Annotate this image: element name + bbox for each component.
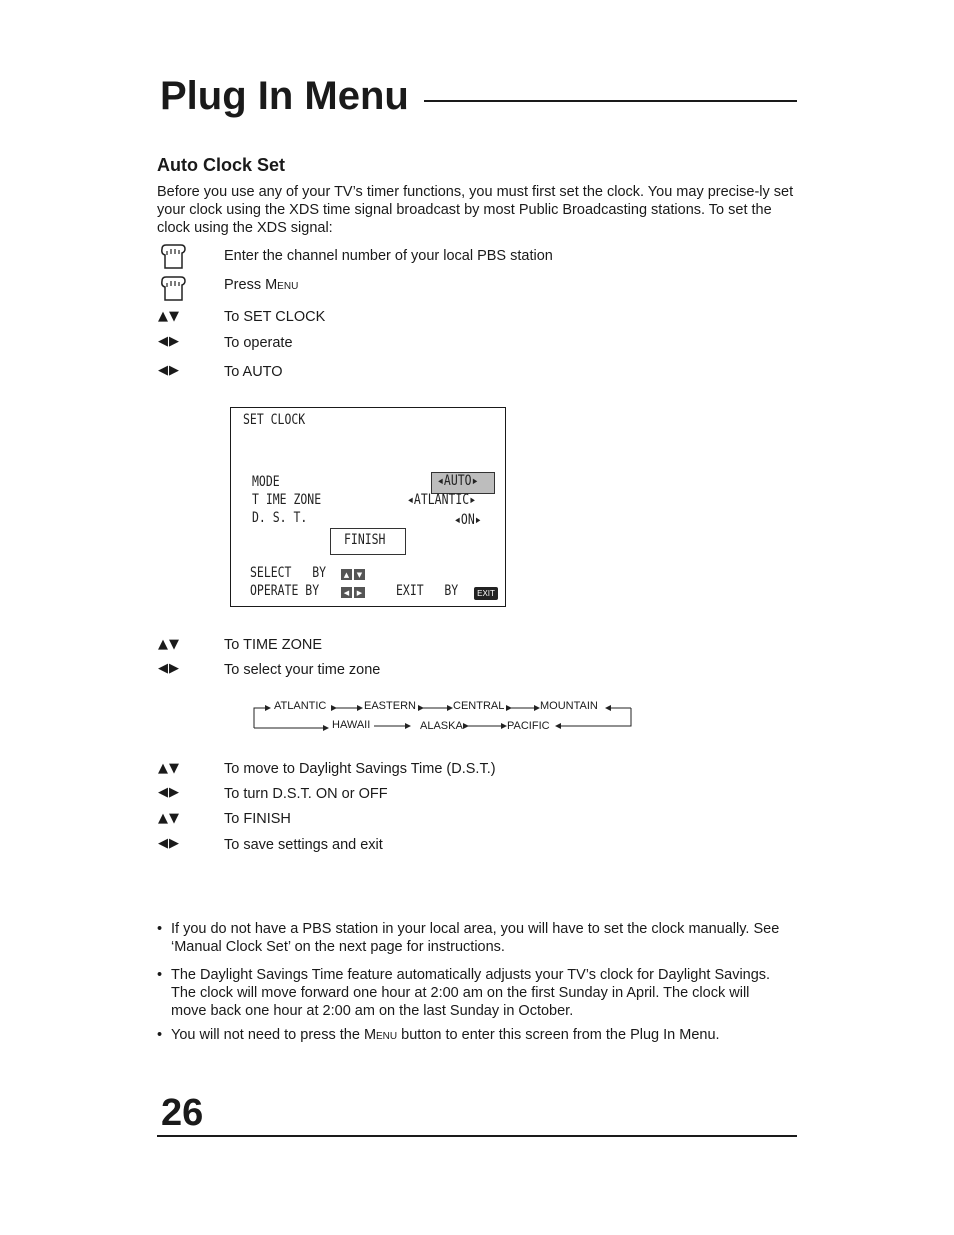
left-key-icon: ◀ xyxy=(341,587,352,598)
note-text: If you do not have a PBS station in your local area, you will have to set the clock manually. See ‘Manual Clock Set’ on the next page for instructions. xyxy=(171,921,780,955)
bullet: • xyxy=(157,921,163,937)
left-right-arrows-icon: ◀▶ xyxy=(158,363,180,378)
osd-exit-label: EXIT BY xyxy=(396,583,459,599)
osd-title: SET CLOCK xyxy=(243,412,306,428)
right-key-icon: ▶ xyxy=(354,587,365,598)
osd-operate-label: OPERATE BY xyxy=(250,583,320,599)
step-text: To turn D.S.T. ON or OFF xyxy=(224,786,388,802)
notes-list xyxy=(157,920,787,1050)
section-title: Auto Clock Set xyxy=(157,155,286,175)
step-text xyxy=(224,276,298,294)
menu-key-label: Menu xyxy=(265,277,299,293)
timezone-label: CENTRAL xyxy=(453,700,505,712)
osd-finish-label: FINISH xyxy=(344,532,386,548)
down-key-icon: ▼ xyxy=(354,569,365,580)
osd-mode-value: ◂AUTO▸ xyxy=(437,473,479,489)
exit-key-icon: EXIT xyxy=(474,587,498,600)
step-text: To move to Daylight Savings Time (D.S.T.) xyxy=(224,761,496,777)
step-text: Enter the channel number of your local PBS station xyxy=(224,248,553,264)
osd-mode-value-text: AUTO xyxy=(443,473,472,489)
intro-paragraph: Before you use any of your TV’s timer functions, you must first set the clock. You may precise-ly set your clock using the XDS time signal broadcast by most Public Broadcasting stations. To set the clock using the XDS signal: xyxy=(157,184,794,236)
step-text: To FINISH xyxy=(224,811,291,827)
up-down-arrows-icon: ▲▼ xyxy=(158,811,180,826)
up-down-arrows-icon: ▲▼ xyxy=(158,637,180,652)
timezone-label: ALASKA xyxy=(420,720,463,732)
osd-timezone-value: ◂ATLANTIC▸ xyxy=(407,492,477,508)
page-number: 26 xyxy=(161,1092,204,1134)
up-down-arrows-icon: ▲▼ xyxy=(158,761,180,776)
timezone-label: PACIFIC xyxy=(507,720,550,732)
page-title: Plug In Menu xyxy=(160,74,409,118)
step-text-prefix: Press xyxy=(224,277,266,293)
step-text: To SET CLOCK xyxy=(224,309,326,325)
menu-key-label: Menu xyxy=(363,1027,398,1043)
set-clock-screen xyxy=(230,407,506,607)
osd-timezone-label: T IME ZONE xyxy=(252,492,322,508)
left-right-arrows-icon: ◀▶ xyxy=(158,661,180,676)
step-text: To TIME ZONE xyxy=(224,637,323,653)
note-item xyxy=(157,920,787,956)
bullet: • xyxy=(157,967,163,983)
step-text: To save settings and exit xyxy=(224,837,383,853)
left-right-arrows-icon: ◀▶ xyxy=(158,785,180,800)
title-rule xyxy=(424,100,797,102)
note-item xyxy=(157,1026,787,1044)
osd-dst-value: ◂ON▸ xyxy=(454,512,482,528)
step-text: To operate xyxy=(224,335,293,351)
bullet: • xyxy=(157,1027,163,1043)
note-text-prefix: You will not need to press the xyxy=(171,1027,364,1043)
step-text: To select your time zone xyxy=(224,662,381,678)
timezone-label: MOUNTAIN xyxy=(540,700,598,712)
left-right-arrows-icon: ◀▶ xyxy=(158,334,180,349)
hand-press-icon xyxy=(157,243,187,271)
up-key-icon: ▲ xyxy=(341,569,352,580)
osd-timezone-value-text: ATLANTIC xyxy=(413,492,470,508)
timezone-label: EASTERN xyxy=(364,700,416,712)
hand-press-icon xyxy=(157,275,187,303)
note-text: The Daylight Savings Time feature automatically adjusts your TV’s clock for Daylight Savings. The clock will move forward one hour at 2:00 am on the first Sunday in April. The clock will move back one hour at 2:00 am on the last Sunday in October. xyxy=(171,967,771,1019)
osd-mode-label: MODE xyxy=(252,474,280,490)
bottom-rule xyxy=(157,1135,797,1137)
timezone-label: HAWAII xyxy=(332,719,371,731)
osd-dst-value-text: ON xyxy=(460,512,475,528)
note-text-suffix: button to enter this screen from the Plug In Menu. xyxy=(397,1027,720,1043)
timezone-label: ATLANTIC xyxy=(274,700,327,712)
osd-dst-label: D. S. T. xyxy=(252,510,308,526)
step-text: To AUTO xyxy=(224,364,283,380)
note-item xyxy=(157,966,787,1020)
left-right-arrows-icon: ◀▶ xyxy=(158,836,180,851)
osd-select-label: SELECT BY xyxy=(250,565,327,581)
up-down-arrows-icon: ▲▼ xyxy=(158,309,180,324)
